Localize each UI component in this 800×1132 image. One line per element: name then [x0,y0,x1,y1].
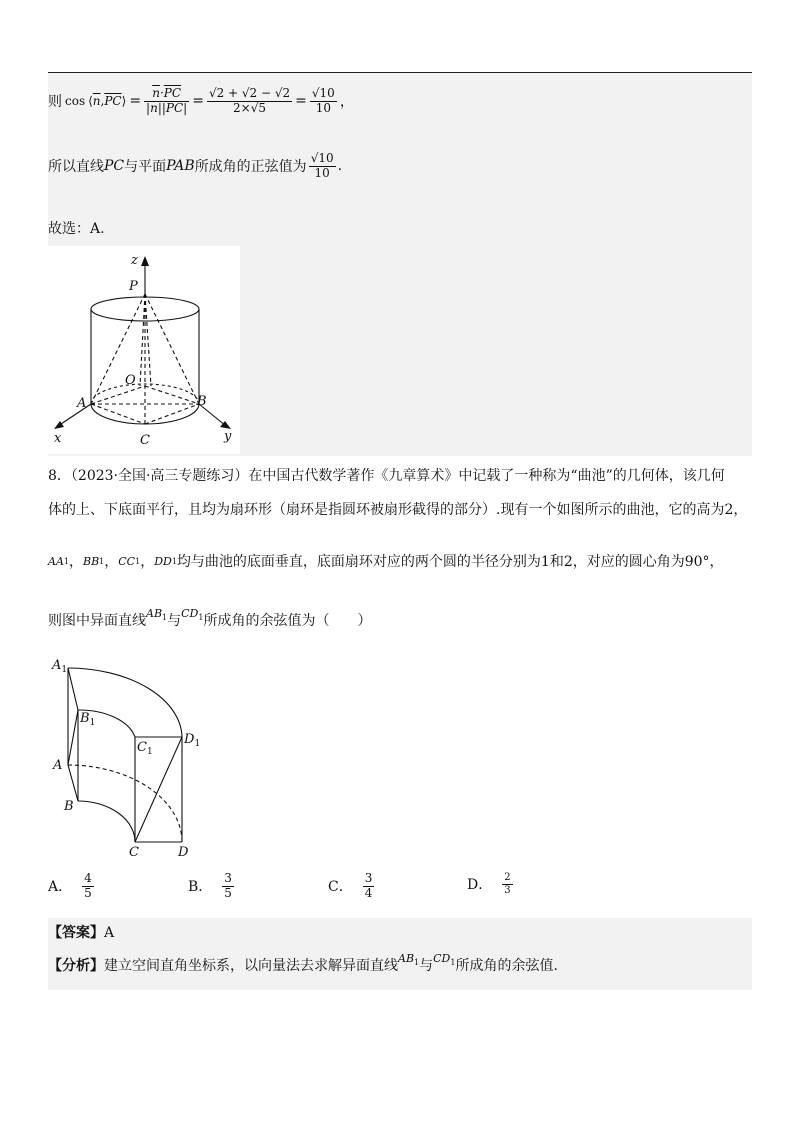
curved-pool-figure [48,655,218,860]
choice-line: 故选：A. [48,221,105,237]
answer-line: 【答案】A [48,925,115,941]
option-b[interactable]: B． $\frac{3}{5}$ [188,871,232,900]
label-b: B [64,799,74,814]
question-8-line-4: 则图中异面直线 $AB_1$ 与 $CD_1$ 所成角的余弦值为（ ） [48,607,372,629]
label-a: A [77,396,87,411]
formula-prefix: 则 [48,94,62,110]
cosine-formula: 则 cos $⟨\overline{n},\overline{PC}⟩$ = $\frac{\overline{n}\cdot\overline{PC}}{|n||PC|}$ = $\frac{√2 + √2 - √2}{2\times√5}$ = $\frac{√10}{10}$ ， [48,85,354,115]
cos-label: cos [65,94,86,108]
label-a: A [53,758,63,773]
label-a1: $A_1$ [52,658,68,675]
question-8-line-1: 8．（2023·全国·高三专题练习）在中国古代数学著作《九章算术》中记载了一种称为“曲池”的几何体，该几何 [48,468,725,484]
conclusion-line: 所以直线 PC 与平面 PAB 所成角的正弦值为 $\frac{√10}{10}$ . [48,150,343,180]
label-c1: $C_1$ [137,740,153,757]
label-y: y [224,429,232,444]
label-b: B [197,394,207,409]
label-d1: $D_1$ [184,732,201,749]
label-p: P [129,279,138,294]
label-x: x [54,431,62,446]
fraction-numeric: $\frac{√2 + √2 - √2}{2\times√5}$ [208,85,291,115]
sine-value: $\frac{√10}{10}$ [310,150,334,180]
analysis-line: 【分析】 建立空间直角坐标系，以向量法去求解异面直线 $AB_1$ 与 $CD_1$ 所成角的余弦值. [48,952,558,974]
option-c[interactable]: C． $\frac{3}{4}$ [328,871,373,900]
label-z: z [131,253,138,268]
option-a[interactable]: A． $\frac{4}{5}$ [48,871,92,900]
cylinder-figure [48,246,240,454]
angle-bracket: $⟨\overline{n},\overline{PC}⟩$ [88,94,127,108]
fraction-result: $\frac{√10}{10}$ [311,85,335,115]
fraction-vector: $\frac{\overline{n}\cdot\overline{PC}}{|n||PC|}$ [146,85,188,115]
question-8-line-3: AA 1 ， BB 1 ， CC 1 ， DD 1 均与曲池的底面垂直，底面扇环对应的两个圆的半径分别为1和2，对应的圆心角为90°， [48,554,724,570]
label-c: C [140,433,150,448]
label-o: O [125,373,136,388]
label-b1: $B_1$ [80,711,96,728]
label-d: D [178,845,189,860]
question-8-line-2: 体的上、下底面平行，且均为扇环形（扇环是指圆环被扇形截得的部分）.现有一个如图所示的曲池，它的高为2， [48,502,748,518]
equals: = [129,93,142,109]
label-c: C [129,845,139,860]
option-d[interactable]: D． $\frac{2}{3}$ [467,872,511,896]
